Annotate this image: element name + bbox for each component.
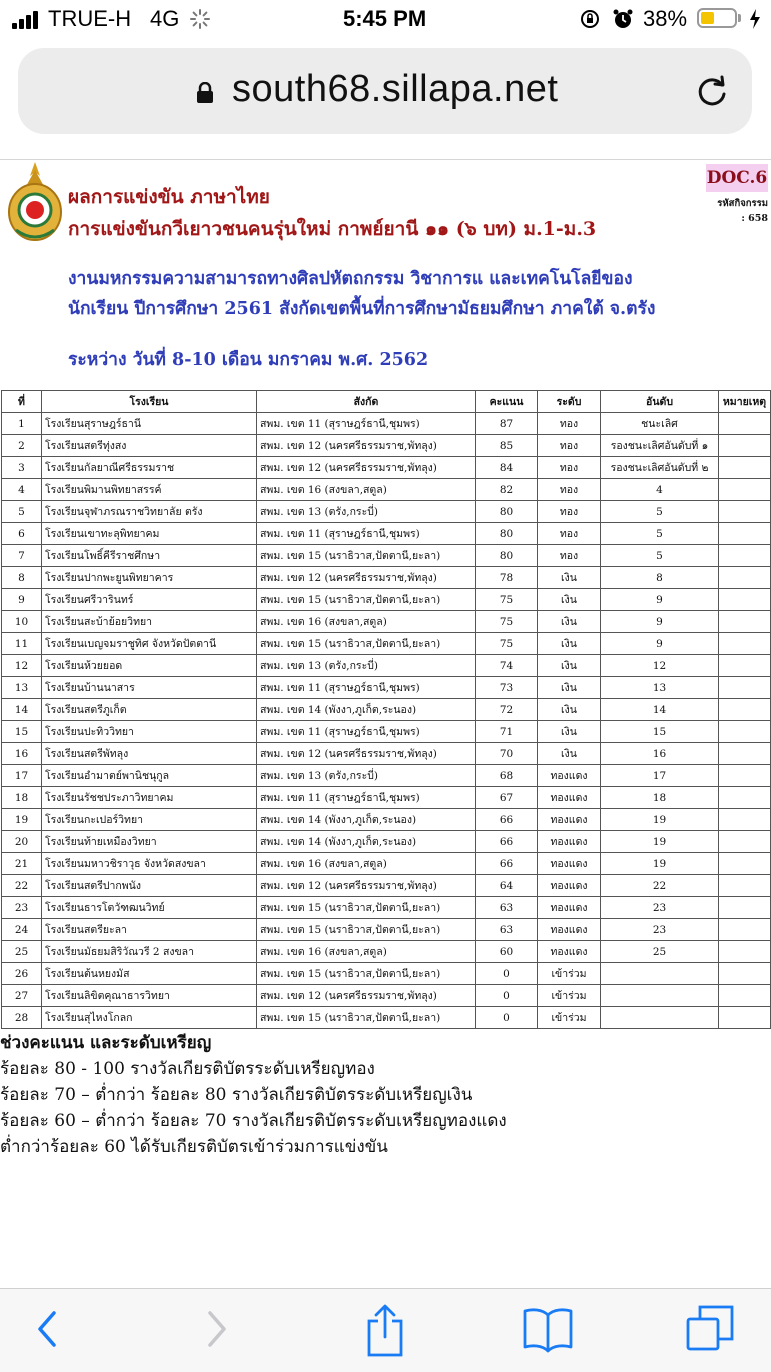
table-row bbox=[2, 523, 771, 545]
table-row bbox=[2, 919, 771, 941]
cell-school: โรงเรียนสตรีพัทลุง bbox=[42, 743, 257, 765]
cell-rank: 9 bbox=[601, 633, 719, 655]
cell-rank: 16 bbox=[601, 743, 719, 765]
cell-school: โรงเรียนรัชชประภาวิทยาคม bbox=[42, 787, 257, 809]
cell-score: 63 bbox=[476, 919, 538, 941]
cell-affiliation: สพม. เขต 12 (นครศรีธรรมราช,พัทลุง) bbox=[257, 435, 476, 457]
cell-note bbox=[719, 831, 771, 853]
table-row bbox=[2, 765, 771, 787]
cell-rank: รองชนะเลิศอันดับที่ ๑ bbox=[601, 435, 719, 457]
cell-school: โรงเรียนลิขิตคุณาธารวิทยา bbox=[42, 985, 257, 1007]
legend-gold: ร้อยละ 80 - 100 รางวัลเกียรติบัตรระดับเหรียญทอง bbox=[0, 1059, 375, 1079]
cell-no: 1 bbox=[2, 413, 42, 435]
cell-score: 85 bbox=[476, 435, 538, 457]
cell-score: 68 bbox=[476, 765, 538, 787]
table-row bbox=[2, 897, 771, 919]
cell-note bbox=[719, 963, 771, 985]
cell-affiliation: สพม. เขต 14 (พังงา,ภูเก็ต,ระนอง) bbox=[257, 809, 476, 831]
cell-rank: 9 bbox=[601, 611, 719, 633]
cell-score: 0 bbox=[476, 985, 538, 1007]
cell-school: โรงเรียนธารโตวัฑฒนวิทย์ bbox=[42, 897, 257, 919]
table-header-row bbox=[2, 391, 771, 413]
cell-no: 22 bbox=[2, 875, 42, 897]
score-legend bbox=[0, 1030, 507, 1160]
cell-school: โรงเรียนอำมาตย์พานิชนุกูล bbox=[42, 765, 257, 787]
cell-rank bbox=[601, 963, 719, 985]
event-line-1: งานมหกรรมความสามารถทางศิลปหัตถกรรม วิชาการแ และเทคโนโลยีของ bbox=[68, 269, 633, 289]
cell-score: 72 bbox=[476, 699, 538, 721]
cell-affiliation: สพม. เขต 12 (นครศรีธรรมราช,พัทลุง) bbox=[257, 743, 476, 765]
cell-affiliation: สพม. เขต 15 (นราธิวาส,ปัตตานี,ยะลา) bbox=[257, 633, 476, 655]
cell-affiliation: สพม. เขต 11 (สุราษฎร์ธานี,ชุมพร) bbox=[257, 413, 476, 435]
cell-rank: 19 bbox=[601, 853, 719, 875]
cell-note bbox=[719, 853, 771, 875]
legend-silver: ร้อยละ 70 – ต่ำกว่า ร้อยละ 80 รางวัลเกียรติบัตรระดับเหรียญเงิน bbox=[0, 1085, 473, 1105]
table-row bbox=[2, 831, 771, 853]
cell-school: โรงเรียนห้วยยอด bbox=[42, 655, 257, 677]
table-row bbox=[2, 677, 771, 699]
cell-note bbox=[719, 457, 771, 479]
cell-rank: 5 bbox=[601, 545, 719, 567]
cell-level: เข้าร่วม bbox=[538, 1007, 601, 1029]
cell-affiliation: สพม. เขต 12 (นครศรีธรรมราช,พัทลุง) bbox=[257, 457, 476, 479]
cell-rank: 19 bbox=[601, 809, 719, 831]
cell-level: ทอง bbox=[538, 501, 601, 523]
cell-affiliation: สพม. เขต 15 (นราธิวาส,ปัตตานี,ยะลา) bbox=[257, 897, 476, 919]
activity-code-value: : 658 bbox=[741, 213, 768, 224]
cell-affiliation: สพม. เขต 15 (นราธิวาส,ปัตตานี,ยะลา) bbox=[257, 589, 476, 611]
cell-note bbox=[719, 787, 771, 809]
cell-rank: 18 bbox=[601, 787, 719, 809]
cell-no: 17 bbox=[2, 765, 42, 787]
cell-no: 27 bbox=[2, 985, 42, 1007]
cell-score: 70 bbox=[476, 743, 538, 765]
table-row bbox=[2, 809, 771, 831]
cell-no: 13 bbox=[2, 677, 42, 699]
cell-score: 66 bbox=[476, 831, 538, 853]
cell-no: 24 bbox=[2, 919, 42, 941]
reload-icon[interactable] bbox=[694, 74, 730, 110]
cell-note bbox=[719, 589, 771, 611]
table-row bbox=[2, 985, 771, 1007]
cell-note bbox=[719, 699, 771, 721]
battery-tip bbox=[738, 14, 741, 22]
back-icon[interactable] bbox=[30, 1303, 64, 1355]
cell-score: 0 bbox=[476, 963, 538, 985]
cell-note bbox=[719, 1007, 771, 1029]
cell-rank: 23 bbox=[601, 897, 719, 919]
cell-rank: 14 bbox=[601, 699, 719, 721]
cell-no: 10 bbox=[2, 611, 42, 633]
cell-affiliation: สพม. เขต 11 (สุราษฎร์ธานี,ชุมพร) bbox=[257, 523, 476, 545]
cell-no: 15 bbox=[2, 721, 42, 743]
charging-bolt-icon bbox=[748, 8, 762, 30]
cell-note bbox=[719, 479, 771, 501]
legend-bronze: ร้อยละ 60 – ต่ำกว่า ร้อยละ 70 รางวัลเกียรติบัตรระดับเหรียญทองแดง bbox=[0, 1111, 507, 1131]
cell-rank: ชนะเลิศ bbox=[601, 413, 719, 435]
cell-level: ทองแดง bbox=[538, 787, 601, 809]
cell-score: 75 bbox=[476, 611, 538, 633]
cell-rank: 23 bbox=[601, 919, 719, 941]
cell-note bbox=[719, 523, 771, 545]
cell-rank: 12 bbox=[601, 655, 719, 677]
cell-school: โรงเรียนกะเปอร์วิทยา bbox=[42, 809, 257, 831]
browser-toolbar bbox=[0, 1288, 771, 1372]
table-row bbox=[2, 413, 771, 435]
cell-affiliation: สพม. เขต 11 (สุราษฎร์ธานี,ชุมพร) bbox=[257, 677, 476, 699]
cell-rank: 5 bbox=[601, 523, 719, 545]
header-level: ระดับ bbox=[538, 391, 601, 413]
cell-score: 75 bbox=[476, 633, 538, 655]
cell-note bbox=[719, 435, 771, 457]
cell-no: 5 bbox=[2, 501, 42, 523]
cell-score: 80 bbox=[476, 501, 538, 523]
header-affiliation: สังกัด bbox=[257, 391, 476, 413]
cell-score: 87 bbox=[476, 413, 538, 435]
cell-level: เงิน bbox=[538, 743, 601, 765]
cell-no: 14 bbox=[2, 699, 42, 721]
cell-level: ทองแดง bbox=[538, 853, 601, 875]
activity-spinner-icon bbox=[190, 9, 210, 29]
cell-school: โรงเรียนโพธิ์คีรีราชศึกษา bbox=[42, 545, 257, 567]
clock: 5:45 PM bbox=[343, 6, 427, 31]
cell-no: 3 bbox=[2, 457, 42, 479]
cell-school: โรงเรียนพิมานพิทยาสรรค์ bbox=[42, 479, 257, 501]
cell-affiliation: สพม. เขต 15 (นราธิวาส,ปัตตานี,ยะลา) bbox=[257, 1007, 476, 1029]
event-line-2: นักเรียน ปีการศึกษา 2561 สังกัดเขตพื้นที่การศึกษามัธยมศึกษา ภาคใต้ จ.ตรัง bbox=[68, 299, 656, 319]
cell-note bbox=[719, 655, 771, 677]
cell-score: 64 bbox=[476, 875, 538, 897]
cell-level: ทอง bbox=[538, 435, 601, 457]
cell-school: โรงเรียนปากพะยูนพิทยาคาร bbox=[42, 567, 257, 589]
cell-note bbox=[719, 919, 771, 941]
table-row bbox=[2, 743, 771, 765]
cell-score: 60 bbox=[476, 941, 538, 963]
cell-score: 78 bbox=[476, 567, 538, 589]
cell-affiliation: สพม. เขต 14 (พังงา,ภูเก็ต,ระนอง) bbox=[257, 699, 476, 721]
cell-score: 84 bbox=[476, 457, 538, 479]
cell-note bbox=[719, 633, 771, 655]
cell-school: โรงเรียนกัลยาณีศรีธรรมราช bbox=[42, 457, 257, 479]
cell-school: โรงเรียนสุไหงโกลก bbox=[42, 1007, 257, 1029]
cell-score: 75 bbox=[476, 589, 538, 611]
cell-school: โรงเรียนสตรีปากพนัง bbox=[42, 875, 257, 897]
cell-level: ทองแดง bbox=[538, 765, 601, 787]
cell-rank: 25 bbox=[601, 941, 719, 963]
cell-affiliation: สพม. เขต 16 (สงขลา,สตูล) bbox=[257, 941, 476, 963]
cell-school: โรงเรียนสุราษฎร์ธานี bbox=[42, 413, 257, 435]
cell-affiliation: สพม. เขต 13 (ตรัง,กระบี่) bbox=[257, 655, 476, 677]
cell-school: โรงเรียนต้นหยงมัส bbox=[42, 963, 257, 985]
cell-affiliation: สพม. เขต 12 (นครศรีธรรมราช,พัทลุง) bbox=[257, 567, 476, 589]
cell-note bbox=[719, 413, 771, 435]
table-row bbox=[2, 655, 771, 677]
cell-no: 9 bbox=[2, 589, 42, 611]
battery-icon bbox=[697, 8, 737, 28]
table-row bbox=[2, 567, 771, 589]
cell-no: 11 bbox=[2, 633, 42, 655]
cell-no: 18 bbox=[2, 787, 42, 809]
forward-icon[interactable] bbox=[200, 1303, 234, 1355]
cell-note bbox=[719, 875, 771, 897]
orientation-lock-icon bbox=[580, 9, 600, 29]
cell-note bbox=[719, 721, 771, 743]
cell-note bbox=[719, 501, 771, 523]
table-row bbox=[2, 721, 771, 743]
cell-rank: 17 bbox=[601, 765, 719, 787]
cell-score: 73 bbox=[476, 677, 538, 699]
cell-score: 63 bbox=[476, 897, 538, 919]
cell-affiliation: สพม. เขต 16 (สงขลา,สตูล) bbox=[257, 611, 476, 633]
share-icon[interactable] bbox=[364, 1303, 406, 1359]
cell-no: 20 bbox=[2, 831, 42, 853]
cell-affiliation: สพม. เขต 11 (สุราษฎร์ธานี,ชุมพร) bbox=[257, 721, 476, 743]
cell-level: ทองแดง bbox=[538, 831, 601, 853]
cell-level: เงิน bbox=[538, 721, 601, 743]
cell-school: โรงเรียนมหาวชิราวุธ จังหวัดสงขลา bbox=[42, 853, 257, 875]
cell-level: ทองแดง bbox=[538, 897, 601, 919]
cell-affiliation: สพม. เขต 15 (นราธิวาส,ปัตตานี,ยะลา) bbox=[257, 963, 476, 985]
cell-school: โรงเรียนปะทิววิทยา bbox=[42, 721, 257, 743]
table-row bbox=[2, 699, 771, 721]
cell-level: ทอง bbox=[538, 545, 601, 567]
cell-note bbox=[719, 897, 771, 919]
cell-note bbox=[719, 765, 771, 787]
table-row bbox=[2, 1007, 771, 1029]
cell-affiliation: สพม. เขต 16 (สงขลา,สตูล) bbox=[257, 479, 476, 501]
table-row bbox=[2, 435, 771, 457]
cell-no: 6 bbox=[2, 523, 42, 545]
cell-level: เงิน bbox=[538, 655, 601, 677]
cell-affiliation: สพม. เขต 15 (นราธิวาส,ปัตตานี,ยะลา) bbox=[257, 919, 476, 941]
table-row bbox=[2, 589, 771, 611]
table-row bbox=[2, 457, 771, 479]
cell-note bbox=[719, 567, 771, 589]
cell-rank bbox=[601, 1007, 719, 1029]
cell-level: ทอง bbox=[538, 523, 601, 545]
cell-level: ทอง bbox=[538, 479, 601, 501]
cell-level: ทองแดง bbox=[538, 809, 601, 831]
cell-rank: 9 bbox=[601, 589, 719, 611]
cell-score: 82 bbox=[476, 479, 538, 501]
cell-score: 80 bbox=[476, 545, 538, 567]
cell-school: โรงเรียนสตรีทุ่งสง bbox=[42, 435, 257, 457]
cell-score: 74 bbox=[476, 655, 538, 677]
activity-code-label: รหัสกิจกรรม bbox=[717, 198, 768, 209]
cell-school: โรงเรียนจุฬาภรณราชวิทยาลัย ตรัง bbox=[42, 501, 257, 523]
cell-no: 26 bbox=[2, 963, 42, 985]
table-row bbox=[2, 963, 771, 985]
table-row bbox=[2, 853, 771, 875]
cell-no: 19 bbox=[2, 809, 42, 831]
cell-score: 80 bbox=[476, 523, 538, 545]
cell-no: 4 bbox=[2, 479, 42, 501]
cell-level: ทองแดง bbox=[538, 941, 601, 963]
cell-level: เข้าร่วม bbox=[538, 985, 601, 1007]
results-table bbox=[1, 390, 771, 1029]
cell-rank: 8 bbox=[601, 567, 719, 589]
cell-school: โรงเรียนท้ายเหมืองวิทยา bbox=[42, 831, 257, 853]
cell-affiliation: สพม. เขต 12 (นครศรีธรรมราช,พัทลุง) bbox=[257, 875, 476, 897]
cell-rank: 4 bbox=[601, 479, 719, 501]
cell-level: ทองแดง bbox=[538, 875, 601, 897]
cell-note bbox=[719, 677, 771, 699]
tabs-icon[interactable] bbox=[684, 1303, 736, 1355]
cell-note bbox=[719, 545, 771, 567]
cell-rank: รองชนะเลิศอันดับที่ ๒ bbox=[601, 457, 719, 479]
document-page bbox=[0, 160, 771, 1288]
cell-school: โรงเรียนสตรียะลา bbox=[42, 919, 257, 941]
cell-school: โรงเรียนสะบ้าย้อยวิทยา bbox=[42, 611, 257, 633]
cell-affiliation: สพม. เขต 13 (ตรัง,กระบี่) bbox=[257, 501, 476, 523]
cell-rank: 22 bbox=[601, 875, 719, 897]
cell-level: เงิน bbox=[538, 699, 601, 721]
bookmarks-icon[interactable] bbox=[522, 1303, 574, 1355]
cell-score: 0 bbox=[476, 1007, 538, 1029]
cell-no: 16 bbox=[2, 743, 42, 765]
cell-affiliation: สพม. เขต 16 (สงขลา,สตูล) bbox=[257, 853, 476, 875]
event-date: ระหว่าง วันที่ 8-10 เดือน มกราคม พ.ศ. 2562 bbox=[68, 350, 429, 370]
cell-no: 8 bbox=[2, 567, 42, 589]
carrier-name: TRUE-H bbox=[48, 6, 132, 31]
cell-affiliation: สพม. เขต 14 (พังงา,ภูเก็ต,ระนอง) bbox=[257, 831, 476, 853]
activity-code bbox=[700, 196, 768, 226]
cell-rank: 19 bbox=[601, 831, 719, 853]
cell-score: 66 bbox=[476, 853, 538, 875]
table-row bbox=[2, 611, 771, 633]
cell-level: ทอง bbox=[538, 413, 601, 435]
cell-no: 28 bbox=[2, 1007, 42, 1029]
cell-school: โรงเรียนเขาทะลุพิทยาคม bbox=[42, 523, 257, 545]
cell-score: 66 bbox=[476, 809, 538, 831]
cell-rank: 5 bbox=[601, 501, 719, 523]
table-row bbox=[2, 941, 771, 963]
cell-level: เงิน bbox=[538, 633, 601, 655]
cell-school: โรงเรียนเบญจมราชูทิศ จังหวัดปัตตานี bbox=[42, 633, 257, 655]
cell-level: เงิน bbox=[538, 611, 601, 633]
url-text[interactable]: south68.sillapa.net bbox=[232, 68, 559, 110]
header-score: คะแนน bbox=[476, 391, 538, 413]
cell-school: โรงเรียนสตรีภูเก็ต bbox=[42, 699, 257, 721]
cell-no: 12 bbox=[2, 655, 42, 677]
cell-level: ทอง bbox=[538, 457, 601, 479]
cell-school: โรงเรียนบ้านนาสาร bbox=[42, 677, 257, 699]
cell-score: 67 bbox=[476, 787, 538, 809]
table-row bbox=[2, 787, 771, 809]
cell-affiliation: สพม. เขต 11 (สุราษฎร์ธานี,ชุมพร) bbox=[257, 787, 476, 809]
cell-affiliation: สพม. เขต 13 (ตรัง,กระบี่) bbox=[257, 765, 476, 787]
cell-no: 7 bbox=[2, 545, 42, 567]
cell-level: เงิน bbox=[538, 589, 601, 611]
battery-percent: 38% bbox=[643, 6, 688, 31]
cell-note bbox=[719, 809, 771, 831]
competition-title: การแข่งขันกวีเยาวชนคนรุ่นใหม่ กาพย์ยานี ๑๑ (๖ บท) ม.1-ม.3 bbox=[68, 218, 597, 240]
table-row bbox=[2, 545, 771, 567]
cell-level: เงิน bbox=[538, 677, 601, 699]
cell-note bbox=[719, 941, 771, 963]
cell-level: เข้าร่วม bbox=[538, 963, 601, 985]
cell-rank bbox=[601, 985, 719, 1007]
lock-icon bbox=[196, 82, 214, 104]
table-row bbox=[2, 875, 771, 897]
cell-school: โรงเรียนศรีวารินทร์ bbox=[42, 589, 257, 611]
status-bar bbox=[0, 0, 771, 40]
doc-badge: DOC.6 bbox=[706, 164, 768, 192]
cell-note bbox=[719, 611, 771, 633]
obec-emblem-logo bbox=[6, 160, 64, 242]
cell-level: ทองแดง bbox=[538, 919, 601, 941]
legend-heading: ช่วงคะแนน และระดับเหรียญ bbox=[0, 1033, 212, 1053]
signal-strength-icon bbox=[12, 9, 42, 29]
cell-note bbox=[719, 743, 771, 765]
cell-no: 21 bbox=[2, 853, 42, 875]
network-type: 4G bbox=[150, 6, 180, 31]
legend-participation: ต่ำกว่าร้อยละ 60 ได้รับเกียรติบัตรเข้าร่วมการแข่งขัน bbox=[0, 1137, 388, 1157]
cell-rank: 13 bbox=[601, 677, 719, 699]
cell-affiliation: สพม. เขต 12 (นครศรีธรรมราช,พัทลุง) bbox=[257, 985, 476, 1007]
cell-no: 2 bbox=[2, 435, 42, 457]
table-row bbox=[2, 501, 771, 523]
header-no: ที่ bbox=[2, 391, 42, 413]
cell-affiliation: สพม. เขต 15 (นราธิวาส,ปัตตานี,ยะลา) bbox=[257, 545, 476, 567]
cell-level: เงิน bbox=[538, 567, 601, 589]
table-row bbox=[2, 633, 771, 655]
alarm-icon bbox=[612, 8, 634, 30]
cell-school: โรงเรียนมัธยมสิริวัณวรี 2 สงขลา bbox=[42, 941, 257, 963]
cell-no: 25 bbox=[2, 941, 42, 963]
cell-rank: 15 bbox=[601, 721, 719, 743]
header-note: หมายเหตุ bbox=[719, 391, 771, 413]
results-title: ผลการแข่งขัน ภาษาไทย bbox=[68, 186, 270, 208]
cell-note bbox=[719, 985, 771, 1007]
header-rank: อันดับ bbox=[601, 391, 719, 413]
cell-no: 23 bbox=[2, 897, 42, 919]
table-row bbox=[2, 479, 771, 501]
cell-score: 71 bbox=[476, 721, 538, 743]
header-school: โรงเรียน bbox=[42, 391, 257, 413]
